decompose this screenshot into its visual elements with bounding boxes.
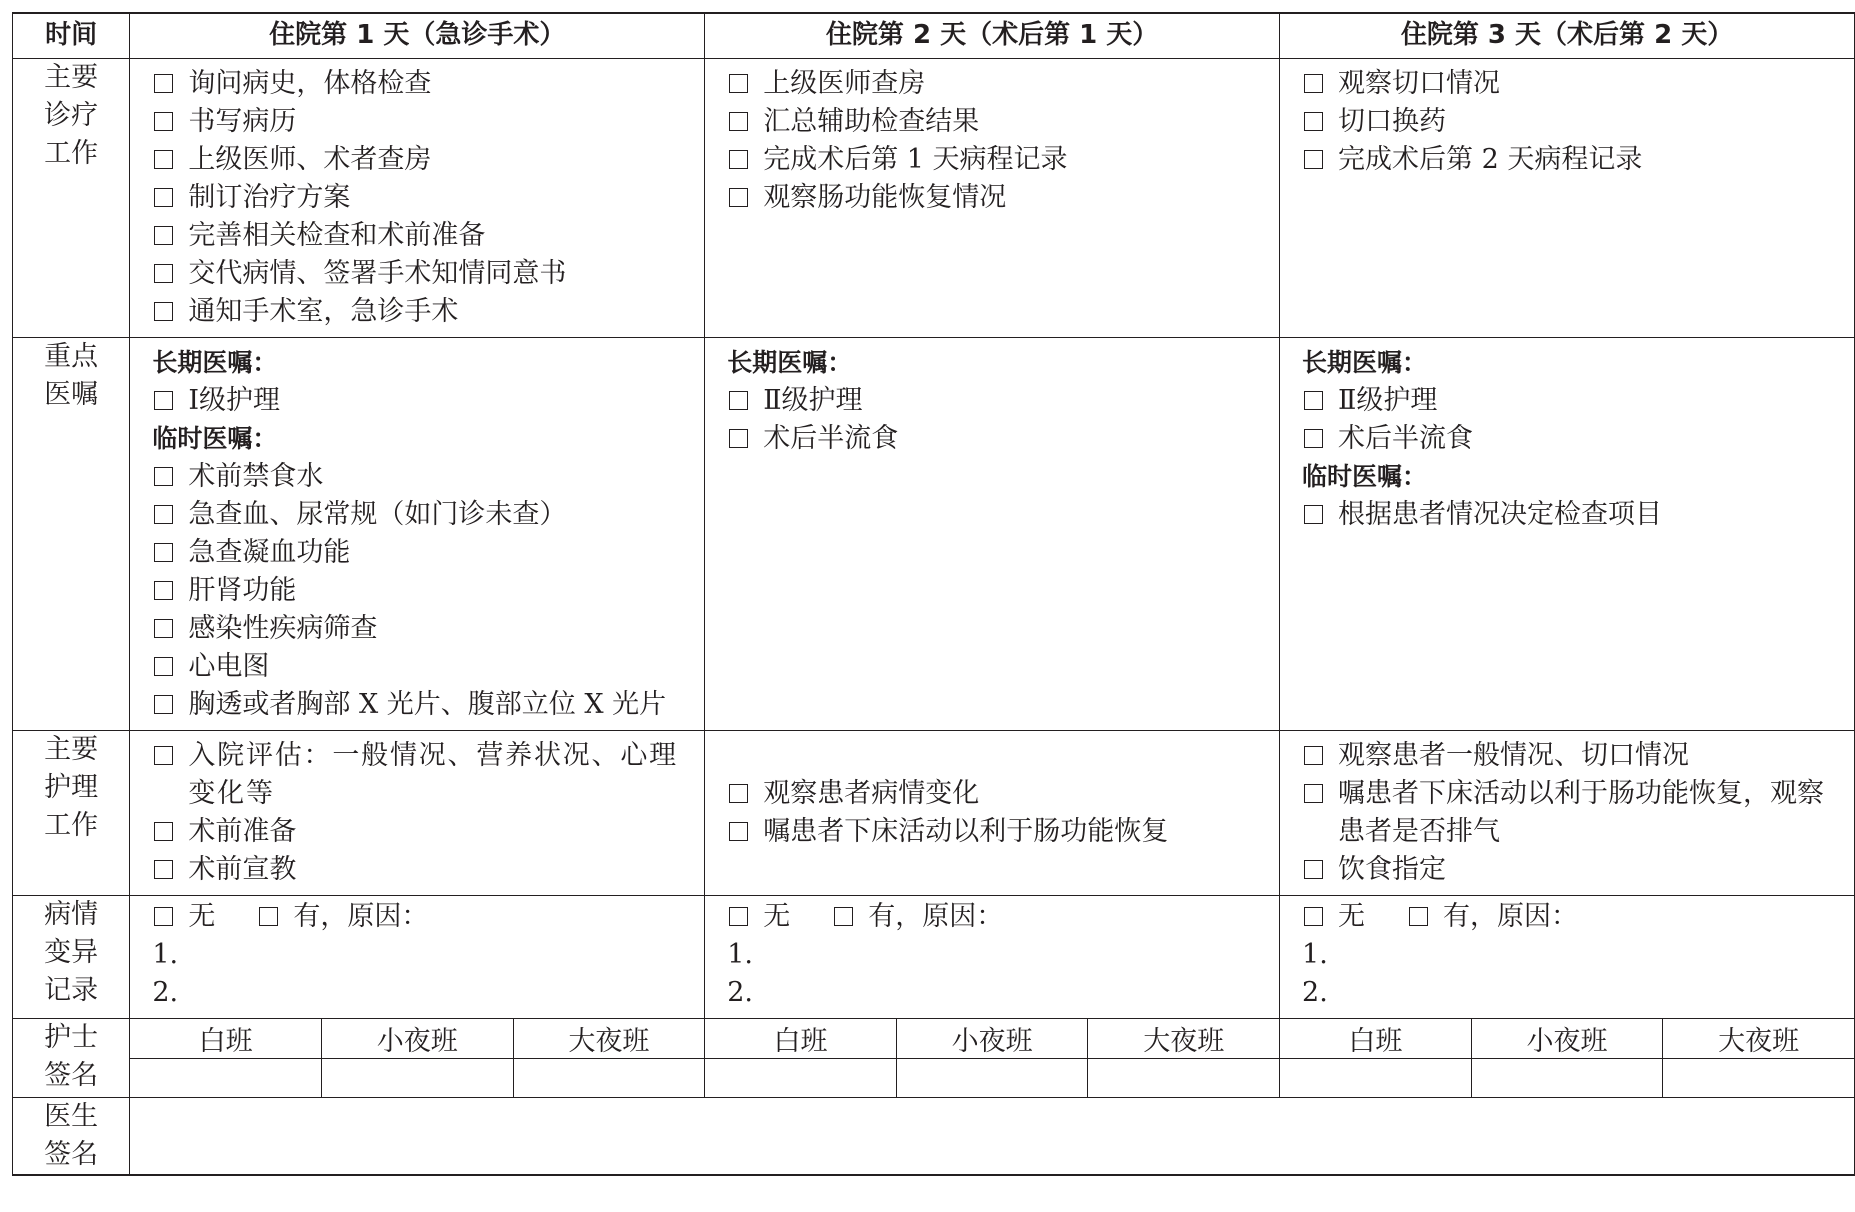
checklist-item[interactable]: 感染性疾病筛查 — [152, 610, 694, 648]
checkbox[interactable] — [154, 822, 173, 841]
shift-night: 大夜班 — [1663, 1019, 1855, 1059]
checklist-item[interactable]: 肝肾功能 — [152, 572, 694, 610]
checkbox[interactable] — [154, 112, 173, 131]
checklist-item[interactable]: 观察患者病情变化 — [727, 775, 1269, 813]
checkbox[interactable] — [154, 302, 173, 321]
checkbox[interactable] — [259, 907, 278, 926]
checklist-item[interactable]: Ⅱ级护理 — [727, 382, 1269, 420]
signature-field[interactable] — [1280, 1059, 1472, 1098]
checklist-item[interactable]: 根据患者情况决定检查项目 — [1302, 496, 1844, 534]
long-term-orders-heading: 长期医嘱： — [1302, 348, 1428, 377]
checkbox[interactable] — [154, 543, 173, 562]
checkbox[interactable] — [834, 907, 853, 926]
checkbox[interactable] — [154, 74, 173, 93]
checkbox[interactable] — [154, 226, 173, 245]
checkbox[interactable] — [154, 264, 173, 283]
checklist-item[interactable]: 上级医师查房 — [727, 65, 1269, 103]
checklist-item[interactable]: 观察切口情况 — [1302, 65, 1844, 103]
checklist-item[interactable]: 饮食指定 — [1302, 851, 1850, 889]
checklist-item[interactable]: 术后半流食 — [1302, 420, 1844, 458]
shift-evening: 小夜班 — [321, 1019, 513, 1059]
main-work-day3 — [1280, 59, 1855, 338]
checklist-item[interactable]: 嘱患者下床活动以利于肠功能恢复，观察患者是否排气 — [1302, 775, 1850, 851]
nurse-sign-blank-row — [13, 1059, 1855, 1098]
nursing-day1 — [130, 731, 705, 896]
shift-night: 大夜班 — [513, 1019, 705, 1059]
checkbox[interactable] — [154, 581, 173, 600]
checklist-item[interactable]: 交代病情、签署手术知情同意书 — [152, 255, 694, 293]
signature-field[interactable] — [705, 1059, 897, 1098]
main-work-row — [13, 59, 1855, 338]
signature-field[interactable] — [1088, 1059, 1280, 1098]
checkbox[interactable] — [1304, 150, 1323, 169]
checklist-item[interactable]: 切口换药 — [1302, 103, 1844, 141]
signature-field[interactable] — [321, 1059, 513, 1098]
checkbox[interactable] — [154, 467, 173, 486]
checklist-item[interactable]: 完成术后第 2 天病程记录 — [1302, 141, 1844, 179]
variance-yes-option[interactable]: 有，原因： — [832, 898, 1003, 936]
signature-field[interactable] — [513, 1059, 705, 1098]
variance-day2 — [705, 896, 1280, 1019]
checkbox[interactable] — [1304, 784, 1323, 803]
checklist-item[interactable]: 嘱患者下床活动以利于肠功能恢复 — [727, 813, 1269, 851]
signature-field[interactable] — [896, 1059, 1088, 1098]
checkbox[interactable] — [1304, 429, 1323, 448]
doctor-signature-field[interactable] — [130, 1098, 1855, 1176]
long-term-orders-heading: 长期医嘱： — [152, 348, 278, 377]
long-term-orders-heading: 长期医嘱： — [727, 348, 853, 377]
temporary-orders-heading: 临时医嘱： — [152, 424, 278, 453]
checkbox[interactable] — [729, 188, 748, 207]
variance-none-option[interactable]: 无 — [727, 898, 790, 936]
header-row — [13, 13, 1855, 59]
nurse-sign-row — [13, 1019, 1855, 1059]
variance-row — [13, 896, 1855, 1019]
checkbox[interactable] — [154, 657, 173, 676]
nursing-row — [13, 731, 1855, 896]
variance-line-1: 1. — [727, 939, 753, 970]
checkbox[interactable] — [1304, 860, 1323, 879]
checklist-item[interactable]: 书写病历 — [152, 103, 694, 141]
checkbox[interactable] — [1304, 907, 1323, 926]
checkbox[interactable] — [1304, 746, 1323, 765]
checkbox[interactable] — [1304, 505, 1323, 524]
doctor-sign-label: 医生 签名 — [13, 1098, 130, 1176]
shift-day: 白班 — [1280, 1019, 1472, 1059]
checklist-item[interactable]: 急查凝血功能 — [152, 534, 694, 572]
nursing-day2 — [705, 731, 1280, 896]
doctor-sign-row — [13, 1098, 1855, 1176]
time-header: 时间 — [13, 13, 130, 59]
checkbox[interactable] — [154, 505, 173, 524]
main-work-day2 — [705, 59, 1280, 338]
checkbox[interactable] — [729, 150, 748, 169]
checklist-item[interactable]: 入院评估：一般情况、营养状况、心理变化等 — [152, 737, 700, 813]
checklist-item[interactable]: 完善相关检查和术前准备 — [152, 217, 694, 255]
checkbox[interactable] — [154, 907, 173, 926]
shift-day: 白班 — [130, 1019, 322, 1059]
key-orders-day3 — [1280, 338, 1855, 731]
key-orders-row — [13, 338, 1855, 731]
checkbox[interactable] — [729, 391, 748, 410]
signature-field[interactable] — [1663, 1059, 1855, 1098]
checklist-item[interactable]: 通知手术室，急诊手术 — [152, 293, 694, 331]
checkbox[interactable] — [154, 619, 173, 638]
checkbox[interactable] — [154, 695, 173, 714]
checkbox[interactable] — [1304, 112, 1323, 131]
shift-evening: 小夜班 — [1471, 1019, 1663, 1059]
checklist-item[interactable]: 术前准备 — [152, 813, 700, 851]
checkbox[interactable] — [729, 784, 748, 803]
key-orders-label: 重点 医嘱 — [13, 338, 130, 731]
nurse-sign-label: 护士 签名 — [13, 1019, 130, 1098]
shift-evening: 小夜班 — [896, 1019, 1088, 1059]
checklist-item[interactable]: 观察患者一般情况、切口情况 — [1302, 737, 1850, 775]
checklist-item[interactable]: 制订治疗方案 — [152, 179, 694, 217]
checkbox[interactable] — [154, 150, 173, 169]
signature-field[interactable] — [1471, 1059, 1663, 1098]
nursing-day3 — [1280, 731, 1855, 896]
checkbox[interactable] — [154, 860, 173, 879]
checkbox[interactable] — [154, 746, 173, 765]
checklist-item[interactable]: Ⅰ级护理 — [152, 382, 694, 420]
checkbox[interactable] — [729, 74, 748, 93]
day1-header: 住院第 1 天（急诊手术） — [130, 13, 705, 59]
variance-day1 — [130, 896, 705, 1019]
shift-day: 白班 — [705, 1019, 897, 1059]
checkbox[interactable] — [154, 188, 173, 207]
nursing-label: 主要 护理 工作 — [13, 731, 130, 896]
checklist-item[interactable]: 观察肠功能恢复情况 — [727, 179, 1269, 217]
checklist-item[interactable]: 心电图 — [152, 648, 694, 686]
variance-line-2: 2. — [727, 977, 753, 1008]
checkbox[interactable] — [729, 907, 748, 926]
variance-line-1: 1. — [152, 939, 179, 970]
checkbox[interactable] — [729, 429, 748, 448]
variance-line-2: 2. — [1302, 977, 1328, 1008]
checklist-item[interactable]: Ⅱ级护理 — [1302, 382, 1844, 420]
checklist-item[interactable]: 术前禁食水 — [152, 458, 694, 496]
variance-line-1: 1. — [1302, 939, 1328, 970]
variance-line-2: 2. — [152, 977, 179, 1008]
key-orders-day2 — [705, 338, 1280, 731]
day2-header: 住院第 2 天（术后第 1 天） — [705, 13, 1280, 59]
checklist-item[interactable]: 上级医师、术者查房 — [152, 141, 694, 179]
checklist-item[interactable]: 胸透或者胸部 X 光片、腹部立位 X 光片 — [152, 686, 694, 724]
checklist-item[interactable]: 急查血、尿常规（如门诊未查） — [152, 496, 694, 534]
main-work-day1 — [130, 59, 705, 338]
variance-day3 — [1280, 896, 1855, 1019]
checkbox[interactable] — [1409, 907, 1428, 926]
checklist-item[interactable]: 术前宣教 — [152, 851, 700, 889]
shift-night: 大夜班 — [1088, 1019, 1280, 1059]
temporary-orders-heading: 临时医嘱： — [1302, 462, 1428, 491]
checkbox[interactable] — [1304, 391, 1323, 410]
checklist-item[interactable]: 术后半流食 — [727, 420, 1269, 458]
variance-yes-option[interactable]: 有，原因： — [257, 898, 428, 936]
checkbox[interactable] — [729, 112, 748, 131]
checkbox[interactable] — [154, 391, 173, 410]
checklist-item[interactable]: 完成术后第 1 天病程记录 — [727, 141, 1269, 179]
variance-none-option[interactable]: 无 — [152, 898, 215, 936]
day3-header: 住院第 3 天（术后第 2 天） — [1280, 13, 1855, 59]
checklist-item[interactable]: 汇总辅助检查结果 — [727, 103, 1269, 141]
variance-label: 病情 变异 记录 — [13, 896, 130, 1019]
variance-none-option[interactable]: 无 — [1302, 898, 1365, 936]
clinical-pathway-table — [12, 12, 1855, 1176]
checklist-item[interactable]: 询问病史，体格检查 — [152, 65, 694, 103]
main-work-label: 主要 诊疗 工作 — [13, 59, 130, 338]
variance-yes-option[interactable]: 有，原因： — [1407, 898, 1578, 936]
checkbox[interactable] — [1304, 74, 1323, 93]
key-orders-day1 — [130, 338, 705, 731]
signature-field[interactable] — [130, 1059, 322, 1098]
checkbox[interactable] — [729, 822, 748, 841]
